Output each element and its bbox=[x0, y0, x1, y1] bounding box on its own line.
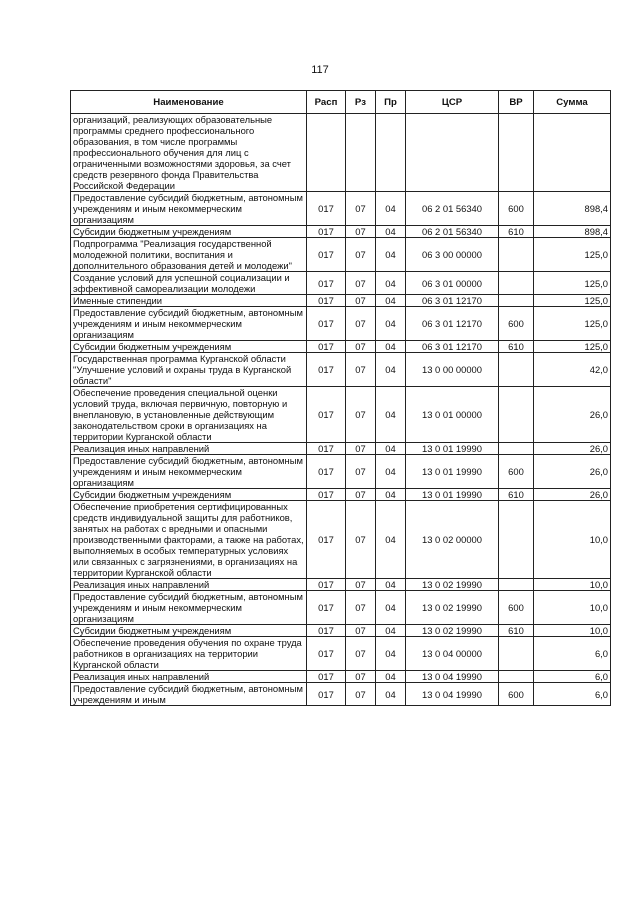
cell-rasp: 017 bbox=[307, 591, 346, 625]
cell-pr: 04 bbox=[376, 387, 406, 443]
table-header-row bbox=[71, 91, 611, 114]
table-row bbox=[71, 114, 611, 192]
table-row bbox=[71, 341, 611, 353]
table-row bbox=[71, 455, 611, 489]
cell-csr: 13 0 01 19990 bbox=[406, 455, 499, 489]
cell-rz: 07 bbox=[346, 683, 376, 706]
cell-pr bbox=[376, 114, 406, 192]
cell-name: Предоставление субсидий бюджетным, автономным учреждениям и иным некоммерческим организациям bbox=[71, 591, 307, 625]
table-row bbox=[71, 579, 611, 591]
cell-rz: 07 bbox=[346, 353, 376, 387]
header-rz: Рз bbox=[346, 91, 376, 114]
budget-table bbox=[70, 90, 611, 706]
table-row bbox=[71, 226, 611, 238]
table-row bbox=[71, 625, 611, 637]
cell-rz: 07 bbox=[346, 387, 376, 443]
cell-csr: 13 0 01 00000 bbox=[406, 387, 499, 443]
cell-name: Предоставление субсидий бюджетным, автономным учреждениям и иным некоммерческим организациям bbox=[71, 192, 307, 226]
cell-rz: 07 bbox=[346, 625, 376, 637]
page-number: 117 bbox=[311, 64, 329, 76]
cell-rz: 07 bbox=[346, 637, 376, 671]
cell-csr: 06 3 01 00000 bbox=[406, 272, 499, 295]
cell-rasp: 017 bbox=[307, 683, 346, 706]
cell-pr: 04 bbox=[376, 489, 406, 501]
cell-csr: 13 0 02 19990 bbox=[406, 625, 499, 637]
cell-csr: 13 0 01 19990 bbox=[406, 489, 499, 501]
cell-rz: 07 bbox=[346, 192, 376, 226]
cell-sum: 10,0 bbox=[534, 501, 611, 579]
table-row bbox=[71, 387, 611, 443]
header-name: Наименование bbox=[71, 91, 307, 114]
cell-pr: 04 bbox=[376, 625, 406, 637]
cell-rz: 07 bbox=[346, 341, 376, 353]
cell-vr bbox=[499, 272, 534, 295]
cell-rasp bbox=[307, 114, 346, 192]
cell-pr: 04 bbox=[376, 671, 406, 683]
cell-sum: 125,0 bbox=[534, 272, 611, 295]
cell-vr: 610 bbox=[499, 489, 534, 501]
cell-sum: 6,0 bbox=[534, 683, 611, 706]
cell-name: Предоставление субсидий бюджетным, автономным учреждениям и иным некоммерческим организациям bbox=[71, 455, 307, 489]
header-rasp: Расп bbox=[307, 91, 346, 114]
table-row bbox=[71, 501, 611, 579]
cell-rasp: 017 bbox=[307, 625, 346, 637]
cell-rz bbox=[346, 114, 376, 192]
cell-sum: 26,0 bbox=[534, 443, 611, 455]
cell-rz: 07 bbox=[346, 671, 376, 683]
cell-pr: 04 bbox=[376, 341, 406, 353]
cell-name: организаций, реализующих образовательные программы среднего профессионального образования, в том числе программы профессионального обучения для лиц с ограниченными возможностями здоровья, за счет средств резервного фонда Правительства Российской Федерации bbox=[71, 114, 307, 192]
cell-sum: 6,0 bbox=[534, 637, 611, 671]
cell-vr bbox=[499, 295, 534, 307]
cell-sum: 898,4 bbox=[534, 226, 611, 238]
cell-vr bbox=[499, 671, 534, 683]
table-row bbox=[71, 443, 611, 455]
table-row bbox=[71, 683, 611, 706]
cell-csr: 06 3 01 12170 bbox=[406, 295, 499, 307]
cell-sum: 10,0 bbox=[534, 579, 611, 591]
cell-vr: 600 bbox=[499, 307, 534, 341]
cell-rasp: 017 bbox=[307, 226, 346, 238]
cell-csr: 06 2 01 56340 bbox=[406, 192, 499, 226]
cell-name: Подпрограмма "Реализация государственной молодежной политики, воспитания и дополнительного образования детей и молодежи" bbox=[71, 238, 307, 272]
cell-rasp: 017 bbox=[307, 637, 346, 671]
header-vr: ВР bbox=[499, 91, 534, 114]
cell-pr: 04 bbox=[376, 238, 406, 272]
header-csr: ЦСР bbox=[406, 91, 499, 114]
cell-sum: 125,0 bbox=[534, 307, 611, 341]
cell-csr: 13 0 02 19990 bbox=[406, 591, 499, 625]
cell-sum: 898,4 bbox=[534, 192, 611, 226]
cell-vr: 610 bbox=[499, 226, 534, 238]
cell-csr: 13 0 04 00000 bbox=[406, 637, 499, 671]
header-sum: Сумма bbox=[534, 91, 611, 114]
cell-pr: 04 bbox=[376, 226, 406, 238]
table-row bbox=[71, 238, 611, 272]
cell-rasp: 017 bbox=[307, 387, 346, 443]
cell-sum: 26,0 bbox=[534, 387, 611, 443]
cell-vr bbox=[499, 443, 534, 455]
cell-vr bbox=[499, 579, 534, 591]
cell-vr bbox=[499, 114, 534, 192]
cell-csr: 06 3 00 00000 bbox=[406, 238, 499, 272]
cell-pr: 04 bbox=[376, 295, 406, 307]
cell-rz: 07 bbox=[346, 238, 376, 272]
cell-name: Реализация иных направлений bbox=[71, 443, 307, 455]
cell-rasp: 017 bbox=[307, 443, 346, 455]
cell-rz: 07 bbox=[346, 579, 376, 591]
cell-name: Обеспечение проведения обучения по охране труда работников в организациях на территории Курганской области bbox=[71, 637, 307, 671]
cell-rasp: 017 bbox=[307, 579, 346, 591]
cell-sum: 10,0 bbox=[534, 625, 611, 637]
cell-rasp: 017 bbox=[307, 455, 346, 489]
cell-pr: 04 bbox=[376, 455, 406, 489]
cell-sum bbox=[534, 114, 611, 192]
cell-name: Реализация иных направлений bbox=[71, 579, 307, 591]
cell-name: Субсидии бюджетным учреждениям bbox=[71, 625, 307, 637]
cell-rasp: 017 bbox=[307, 192, 346, 226]
cell-vr: 600 bbox=[499, 455, 534, 489]
cell-pr: 04 bbox=[376, 501, 406, 579]
cell-rz: 07 bbox=[346, 455, 376, 489]
cell-pr: 04 bbox=[376, 591, 406, 625]
cell-rasp: 017 bbox=[307, 501, 346, 579]
cell-vr bbox=[499, 637, 534, 671]
table-row bbox=[71, 591, 611, 625]
cell-vr: 610 bbox=[499, 625, 534, 637]
cell-pr: 04 bbox=[376, 579, 406, 591]
cell-csr bbox=[406, 114, 499, 192]
cell-rasp: 017 bbox=[307, 671, 346, 683]
cell-csr: 13 0 00 00000 bbox=[406, 353, 499, 387]
cell-sum: 26,0 bbox=[534, 489, 611, 501]
cell-vr: 600 bbox=[499, 683, 534, 706]
cell-vr bbox=[499, 501, 534, 579]
table-row bbox=[71, 295, 611, 307]
cell-rasp: 017 bbox=[307, 295, 346, 307]
cell-sum: 26,0 bbox=[534, 455, 611, 489]
cell-pr: 04 bbox=[376, 637, 406, 671]
cell-rz: 07 bbox=[346, 591, 376, 625]
cell-vr: 610 bbox=[499, 341, 534, 353]
cell-vr: 600 bbox=[499, 591, 534, 625]
cell-name: Субсидии бюджетным учреждениям bbox=[71, 226, 307, 238]
cell-sum: 125,0 bbox=[534, 341, 611, 353]
cell-name: Предоставление субсидий бюджетным, автономным учреждениям и иным bbox=[71, 683, 307, 706]
cell-rz: 07 bbox=[346, 295, 376, 307]
cell-vr: 600 bbox=[499, 192, 534, 226]
cell-name: Именные стипендии bbox=[71, 295, 307, 307]
table-row bbox=[71, 272, 611, 295]
table-row bbox=[71, 192, 611, 226]
table-row bbox=[71, 671, 611, 683]
cell-sum: 6,0 bbox=[534, 671, 611, 683]
cell-name: Субсидии бюджетным учреждениям bbox=[71, 341, 307, 353]
cell-pr: 04 bbox=[376, 192, 406, 226]
cell-rz: 07 bbox=[346, 443, 376, 455]
cell-rz: 07 bbox=[346, 226, 376, 238]
cell-rasp: 017 bbox=[307, 272, 346, 295]
cell-csr: 06 3 01 12170 bbox=[406, 341, 499, 353]
cell-rasp: 017 bbox=[307, 489, 346, 501]
cell-sum: 125,0 bbox=[534, 295, 611, 307]
cell-sum: 10,0 bbox=[534, 591, 611, 625]
cell-rasp: 017 bbox=[307, 353, 346, 387]
cell-name: Предоставление субсидий бюджетным, автономным учреждениям и иным некоммерческим организациям bbox=[71, 307, 307, 341]
table-row bbox=[71, 307, 611, 341]
cell-rz: 07 bbox=[346, 501, 376, 579]
cell-csr: 06 3 01 12170 bbox=[406, 307, 499, 341]
table-row bbox=[71, 637, 611, 671]
cell-rz: 07 bbox=[346, 272, 376, 295]
header-pr: Пр bbox=[376, 91, 406, 114]
cell-csr: 13 0 04 19990 bbox=[406, 683, 499, 706]
cell-csr: 13 0 04 19990 bbox=[406, 671, 499, 683]
cell-vr bbox=[499, 238, 534, 272]
cell-name: Реализация иных направлений bbox=[71, 671, 307, 683]
cell-pr: 04 bbox=[376, 683, 406, 706]
cell-pr: 04 bbox=[376, 443, 406, 455]
cell-csr: 13 0 02 00000 bbox=[406, 501, 499, 579]
cell-pr: 04 bbox=[376, 307, 406, 341]
cell-name: Государственная программа Курганской области "Улучшение условий и охраны труда в Курганской области" bbox=[71, 353, 307, 387]
cell-rasp: 017 bbox=[307, 307, 346, 341]
cell-name: Субсидии бюджетным учреждениям bbox=[71, 489, 307, 501]
cell-name: Обеспечение проведения специальной оценки условий труда, включая первичную, повторную и внеплановую, в установленные действующим законодательством сроки в организациях на территории Курганской области bbox=[71, 387, 307, 443]
table-row bbox=[71, 353, 611, 387]
cell-name: Обеспечение приобретения сертифицированных средств индивидуальной защиты для работников, занятых на работах с вредными и опасными производственными факторами, а также на работах, выполняемых в особых температурных условиях или связанных с загрязнениями, в организациях на территории Курганской области bbox=[71, 501, 307, 579]
cell-pr: 04 bbox=[376, 272, 406, 295]
cell-name: Создание условий для успешной социализации и эффективной самореализации молодежи bbox=[71, 272, 307, 295]
table-body bbox=[71, 114, 611, 706]
table-row bbox=[71, 489, 611, 501]
cell-rasp: 017 bbox=[307, 341, 346, 353]
cell-vr bbox=[499, 353, 534, 387]
cell-csr: 06 2 01 56340 bbox=[406, 226, 499, 238]
cell-sum: 125,0 bbox=[534, 238, 611, 272]
cell-sum: 42,0 bbox=[534, 353, 611, 387]
cell-rz: 07 bbox=[346, 489, 376, 501]
cell-csr: 13 0 01 19990 bbox=[406, 443, 499, 455]
cell-csr: 13 0 02 19990 bbox=[406, 579, 499, 591]
cell-vr bbox=[499, 387, 534, 443]
cell-rasp: 017 bbox=[307, 238, 346, 272]
cell-pr: 04 bbox=[376, 353, 406, 387]
cell-rz: 07 bbox=[346, 307, 376, 341]
